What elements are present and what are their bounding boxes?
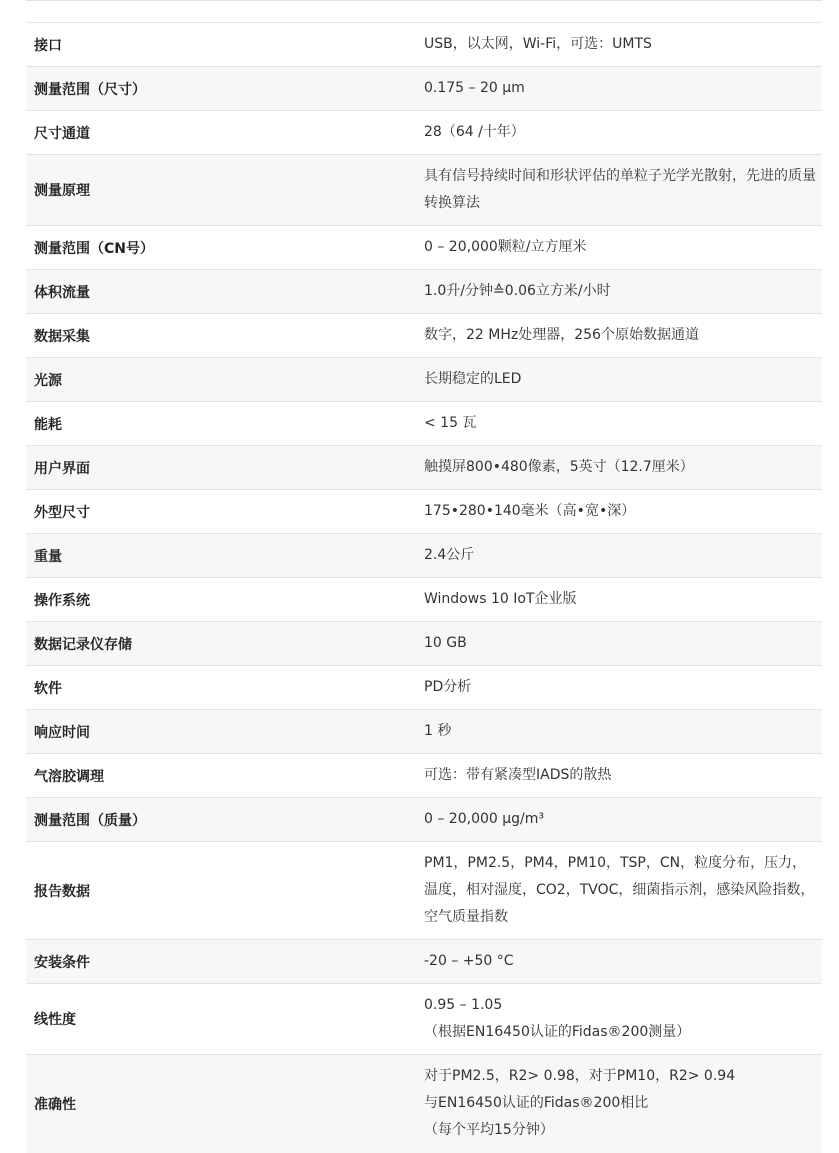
spec-value-line: 0.175 – 20 μm xyxy=(424,80,525,96)
spec-label: 安装条件 xyxy=(26,940,416,984)
table-row xyxy=(26,402,822,446)
spec-value-line: < 15 瓦 xyxy=(424,415,477,431)
spec-value xyxy=(416,798,822,842)
spec-value-line: 长期稳定的LED xyxy=(424,371,522,387)
table-row xyxy=(26,578,822,622)
spec-label: 报告数据 xyxy=(26,842,416,940)
table-row xyxy=(26,940,822,984)
spec-value-line: 0.95 – 1.05 xyxy=(424,997,503,1013)
spec-value-line: Windows 10 IoT企业版 xyxy=(424,591,577,607)
spec-value xyxy=(416,710,822,754)
spec-value-line: PM1，PM2.5，PM4，PM10，TSP，CN，粒度分布，压力，温度，相对湿度，CO2，TVOC，细菌指示剂，感染风险指数，空气质量指数 xyxy=(424,855,815,925)
spec-label: 测量原理 xyxy=(26,155,416,226)
spec-value-line: 28（64 /十年） xyxy=(424,124,525,140)
table-row xyxy=(26,798,822,842)
spec-label: 数据采集 xyxy=(26,314,416,358)
spec-value xyxy=(416,666,822,710)
spec-label: 软件 xyxy=(26,666,416,710)
spec-label: 操作系统 xyxy=(26,578,416,622)
table-row xyxy=(26,710,822,754)
spec-value-line: PD分析 xyxy=(424,679,472,695)
spec-value-line: 触摸屏800•480像素，5英寸（12.7厘米） xyxy=(424,459,694,475)
spec-label: 测量范围（质量） xyxy=(26,798,416,842)
spec-value xyxy=(416,270,822,314)
spec-label: 响应时间 xyxy=(26,710,416,754)
table-row xyxy=(26,490,822,534)
spec-value-line: USB，以太网，Wi-Fi，可选：UMTS xyxy=(424,36,652,52)
spec-value-line: 10 GB xyxy=(424,635,467,651)
spec-value-line: 数字，22 MHz处理器，256个原始数据通道 xyxy=(424,327,699,343)
spec-value-line: -20 – +50 °C xyxy=(424,953,514,969)
table-row xyxy=(26,622,822,666)
spec-value xyxy=(416,490,822,534)
spec-value xyxy=(416,940,822,984)
spec-value-line: 2.4公斤 xyxy=(424,547,475,563)
spec-label: 用户界面 xyxy=(26,446,416,490)
spec-label: 光源 xyxy=(26,358,416,402)
table-row xyxy=(26,1055,822,1153)
table-row xyxy=(26,111,822,155)
spec-value-line: 175•280•140毫米（高•宽•深） xyxy=(424,503,636,519)
spec-label: 接口 xyxy=(26,23,416,67)
spec-label: 能耗 xyxy=(26,402,416,446)
spec-value xyxy=(416,226,822,270)
spec-label: 外型尺寸 xyxy=(26,490,416,534)
spec-label: 线性度 xyxy=(26,984,416,1055)
spec-value xyxy=(416,754,822,798)
table-row xyxy=(26,842,822,940)
spec-value xyxy=(416,111,822,155)
table-row xyxy=(26,666,822,710)
spec-label: 重量 xyxy=(26,534,416,578)
spec-value-line: 0 – 20,000 μg/m³ xyxy=(424,811,545,827)
table-row xyxy=(26,67,822,111)
table-row xyxy=(26,314,822,358)
spec-value-line: （每个平均15分钟） xyxy=(424,1122,554,1139)
spec-value-line: 1 秒 xyxy=(424,723,452,739)
table-row xyxy=(26,984,822,1055)
table-row xyxy=(26,754,822,798)
table-row xyxy=(26,358,822,402)
spec-value-line: 具有信号持续时间和形状评估的单粒子光学光散射，先进的质量转换算法 xyxy=(424,168,816,211)
spec-value-line: 可选：带有紧凑型IADS的散热 xyxy=(424,767,612,783)
spec-value xyxy=(416,578,822,622)
spec-table xyxy=(26,22,822,1153)
spec-value xyxy=(416,358,822,402)
spec-value-line: 对于PM2.5，R2> 0.98，对于PM10，R2> 0.94 xyxy=(424,1068,736,1085)
table-row xyxy=(26,23,822,67)
spec-table-body xyxy=(26,23,822,1153)
spec-label: 数据记录仪存储 xyxy=(26,622,416,666)
spec-value xyxy=(416,446,822,490)
spec-value xyxy=(416,155,822,226)
spec-label: 测量范围（CN号） xyxy=(26,226,416,270)
spec-value xyxy=(416,534,822,578)
table-row xyxy=(26,446,822,490)
spec-value-line: 0 – 20,000颗粒/立方厘米 xyxy=(424,239,587,255)
spec-value xyxy=(416,67,822,111)
spec-value xyxy=(416,314,822,358)
table-row xyxy=(26,155,822,226)
spec-value xyxy=(416,1055,822,1153)
table-row xyxy=(26,270,822,314)
spec-label: 准确性 xyxy=(26,1055,416,1153)
spec-value-line: 1.0升/分钟≙0.06立方米/小时 xyxy=(424,283,611,299)
top-divider xyxy=(26,0,822,1)
spec-label: 气溶胶调理 xyxy=(26,754,416,798)
spec-value xyxy=(416,402,822,446)
spec-value-line: 与EN16450认证的Fidas®200相比 xyxy=(424,1095,649,1112)
spec-value xyxy=(416,622,822,666)
table-row xyxy=(26,534,822,578)
spec-value xyxy=(416,842,822,940)
spec-label: 测量范围（尺寸） xyxy=(26,67,416,111)
spec-label: 尺寸通道 xyxy=(26,111,416,155)
spec-value xyxy=(416,984,822,1055)
spec-value-line: （根据EN16450认证的Fidas®200测量） xyxy=(424,1024,691,1040)
spec-value xyxy=(416,23,822,67)
table-row xyxy=(26,226,822,270)
spec-label: 体积流量 xyxy=(26,270,416,314)
